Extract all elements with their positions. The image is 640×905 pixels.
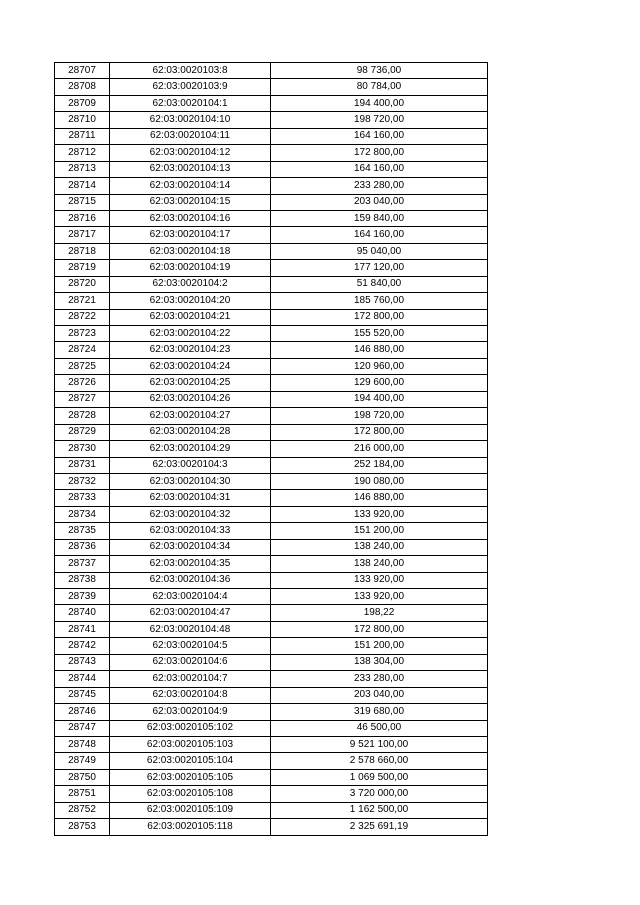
row-number-cell: 28727 — [55, 391, 110, 407]
row-number-cell: 28722 — [55, 309, 110, 325]
cadastral-value-cell: 319 680,00 — [271, 704, 488, 720]
cadastral-number-cell: 62:03:0020105:104 — [110, 753, 271, 769]
cadastral-number-cell: 62:03:0020104:8 — [110, 687, 271, 703]
row-number-cell: 28710 — [55, 112, 110, 128]
cadastral-number-cell: 62:03:0020104:12 — [110, 145, 271, 161]
row-number-cell: 28747 — [55, 720, 110, 736]
row-number-cell: 28733 — [55, 490, 110, 506]
cadastral-number-cell: 62:03:0020104:21 — [110, 309, 271, 325]
row-number-cell: 28735 — [55, 523, 110, 539]
cadastral-value-cell: 233 280,00 — [271, 671, 488, 687]
table-row — [55, 769, 488, 785]
cadastral-value-cell: 98 736,00 — [271, 63, 488, 79]
row-number-cell: 28740 — [55, 605, 110, 621]
row-number-cell: 28741 — [55, 621, 110, 637]
table-row — [55, 309, 488, 325]
table-row — [55, 523, 488, 539]
table-row — [55, 178, 488, 194]
cadastral-number-cell: 62:03:0020104:4 — [110, 589, 271, 605]
cadastral-number-cell: 62:03:0020104:7 — [110, 671, 271, 687]
cadastral-number-cell: 62:03:0020103:8 — [110, 63, 271, 79]
table-row — [55, 375, 488, 391]
cadastral-number-cell: 62:03:0020105:109 — [110, 802, 271, 818]
cadastral-value-cell: 203 040,00 — [271, 687, 488, 703]
row-number-cell: 28715 — [55, 194, 110, 210]
cadastral-number-cell: 62:03:0020104:11 — [110, 128, 271, 144]
cadastral-value-cell: 164 160,00 — [271, 227, 488, 243]
table-row — [55, 687, 488, 703]
cadastral-value-cell: 2 325 691,19 — [271, 819, 488, 835]
cadastral-value-cell: 172 800,00 — [271, 145, 488, 161]
cadastral-number-cell: 62:03:0020104:19 — [110, 260, 271, 276]
table-row — [55, 605, 488, 621]
table-row — [55, 473, 488, 489]
cadastral-number-cell: 62:03:0020104:22 — [110, 326, 271, 342]
row-number-cell: 28712 — [55, 145, 110, 161]
table-row — [55, 720, 488, 736]
cadastral-number-cell: 62:03:0020105:103 — [110, 736, 271, 752]
cadastral-value-cell: 203 040,00 — [271, 194, 488, 210]
cadastral-value-cell: 133 920,00 — [271, 506, 488, 522]
cadastral-value-cell: 172 800,00 — [271, 424, 488, 440]
table-row — [55, 572, 488, 588]
row-number-cell: 28721 — [55, 293, 110, 309]
cadastral-value-cell: 194 400,00 — [271, 391, 488, 407]
row-number-cell: 28737 — [55, 556, 110, 572]
cadastral-number-cell: 62:03:0020104:47 — [110, 605, 271, 621]
cadastral-value-cell: 95 040,00 — [271, 243, 488, 259]
table-row — [55, 276, 488, 292]
row-number-cell: 28736 — [55, 539, 110, 555]
cadastral-number-cell: 62:03:0020105:108 — [110, 786, 271, 802]
row-number-cell: 28738 — [55, 572, 110, 588]
cadastral-number-cell: 62:03:0020104:13 — [110, 161, 271, 177]
cadastral-value-cell: 151 200,00 — [271, 638, 488, 654]
table-row — [55, 63, 488, 79]
cadastral-value-cell: 252 184,00 — [271, 457, 488, 473]
table-row — [55, 227, 488, 243]
row-number-cell: 28723 — [55, 326, 110, 342]
cadastral-value-cell: 3 720 000,00 — [271, 786, 488, 802]
cadastral-number-cell: 62:03:0020104:48 — [110, 621, 271, 637]
cadastral-number-cell: 62:03:0020104:2 — [110, 276, 271, 292]
table-row — [55, 506, 488, 522]
row-number-cell: 28729 — [55, 424, 110, 440]
table-row — [55, 358, 488, 374]
row-number-cell: 28728 — [55, 408, 110, 424]
row-number-cell: 28709 — [55, 95, 110, 111]
cadastral-number-cell: 62:03:0020103:9 — [110, 79, 271, 95]
row-number-cell: 28744 — [55, 671, 110, 687]
table-row — [55, 671, 488, 687]
cadastral-value-cell: 164 160,00 — [271, 161, 488, 177]
cadastral-value-cell: 138 240,00 — [271, 539, 488, 555]
cadastral-value-cell: 146 880,00 — [271, 490, 488, 506]
table-row — [55, 194, 488, 210]
cadastral-value-cell: 190 080,00 — [271, 473, 488, 489]
cadastral-value-cell: 80 784,00 — [271, 79, 488, 95]
cadastral-value-cell: 172 800,00 — [271, 621, 488, 637]
table-row — [55, 293, 488, 309]
table-row — [55, 424, 488, 440]
row-number-cell: 28726 — [55, 375, 110, 391]
table-row — [55, 589, 488, 605]
cadastral-value-cell: 198 720,00 — [271, 408, 488, 424]
table-row — [55, 539, 488, 555]
cadastral-number-cell: 62:03:0020104:31 — [110, 490, 271, 506]
cadastral-number-cell: 62:03:0020104:34 — [110, 539, 271, 555]
cadastral-number-cell: 62:03:0020104:3 — [110, 457, 271, 473]
table-row — [55, 128, 488, 144]
cadastral-value-cell: 2 578 660,00 — [271, 753, 488, 769]
row-number-cell: 28748 — [55, 736, 110, 752]
cadastral-number-cell: 62:03:0020104:1 — [110, 95, 271, 111]
cadastral-number-cell: 62:03:0020104:10 — [110, 112, 271, 128]
cadastral-number-cell: 62:03:0020105:102 — [110, 720, 271, 736]
cadastral-value-cell: 216 000,00 — [271, 441, 488, 457]
cadastral-number-cell: 62:03:0020105:118 — [110, 819, 271, 835]
table-row — [55, 161, 488, 177]
row-number-cell: 28753 — [55, 819, 110, 835]
row-number-cell: 28725 — [55, 358, 110, 374]
cadastral-value-cell: 138 240,00 — [271, 556, 488, 572]
row-number-cell: 28707 — [55, 63, 110, 79]
row-number-cell: 28752 — [55, 802, 110, 818]
row-number-cell: 28742 — [55, 638, 110, 654]
table-row — [55, 112, 488, 128]
row-number-cell: 28751 — [55, 786, 110, 802]
table-row — [55, 260, 488, 276]
table-row — [55, 391, 488, 407]
cadastral-value-cell: 1 069 500,00 — [271, 769, 488, 785]
row-number-cell: 28743 — [55, 654, 110, 670]
cadastral-value-cell: 9 521 100,00 — [271, 736, 488, 752]
row-number-cell: 28732 — [55, 473, 110, 489]
cadastral-number-cell: 62:03:0020104:25 — [110, 375, 271, 391]
cadastral-value-cell: 155 520,00 — [271, 326, 488, 342]
cadastral-number-cell: 62:03:0020104:26 — [110, 391, 271, 407]
table-row — [55, 95, 488, 111]
table-row — [55, 753, 488, 769]
cadastral-number-cell: 62:03:0020104:30 — [110, 473, 271, 489]
table-row — [55, 819, 488, 835]
cadastral-value-cell: 198,22 — [271, 605, 488, 621]
cadastral-number-cell: 62:03:0020104:20 — [110, 293, 271, 309]
cadastral-number-cell: 62:03:0020104:33 — [110, 523, 271, 539]
table-row — [55, 786, 488, 802]
cadastral-value-cell: 146 880,00 — [271, 342, 488, 358]
cadastral-value-cell: 198 720,00 — [271, 112, 488, 128]
cadastral-value-cell: 172 800,00 — [271, 309, 488, 325]
cadastral-value-cell: 133 920,00 — [271, 589, 488, 605]
table-row — [55, 441, 488, 457]
row-number-cell: 28713 — [55, 161, 110, 177]
row-number-cell: 28746 — [55, 704, 110, 720]
table-row — [55, 638, 488, 654]
cadastral-value-cell: 194 400,00 — [271, 95, 488, 111]
table-row — [55, 802, 488, 818]
cadastral-value-cell: 177 120,00 — [271, 260, 488, 276]
table-body — [55, 63, 488, 836]
cadastral-number-cell: 62:03:0020104:35 — [110, 556, 271, 572]
cadastral-value-cell: 129 600,00 — [271, 375, 488, 391]
cadastral-value-cell: 159 840,00 — [271, 210, 488, 226]
row-number-cell: 28750 — [55, 769, 110, 785]
table-row — [55, 457, 488, 473]
cadastral-number-cell: 62:03:0020104:18 — [110, 243, 271, 259]
cadastral-value-cell: 164 160,00 — [271, 128, 488, 144]
table-row — [55, 79, 488, 95]
table-row — [55, 556, 488, 572]
row-number-cell: 28718 — [55, 243, 110, 259]
cadastral-number-cell: 62:03:0020104:28 — [110, 424, 271, 440]
row-number-cell: 28719 — [55, 260, 110, 276]
row-number-cell: 28739 — [55, 589, 110, 605]
table-row — [55, 490, 488, 506]
table-row — [55, 326, 488, 342]
row-number-cell: 28714 — [55, 178, 110, 194]
cadastral-number-cell: 62:03:0020104:23 — [110, 342, 271, 358]
table-row — [55, 621, 488, 637]
table-row — [55, 342, 488, 358]
cadastral-value-cell: 151 200,00 — [271, 523, 488, 539]
row-number-cell: 28749 — [55, 753, 110, 769]
row-number-cell: 28745 — [55, 687, 110, 703]
cadastral-number-cell: 62:03:0020104:29 — [110, 441, 271, 457]
cadastral-value-cell: 1 162 500,00 — [271, 802, 488, 818]
table-row — [55, 654, 488, 670]
cadastral-value-cell: 120 960,00 — [271, 358, 488, 374]
cadastral-number-cell: 62:03:0020104:36 — [110, 572, 271, 588]
cadastral-number-cell: 62:03:0020104:32 — [110, 506, 271, 522]
table-row — [55, 408, 488, 424]
cadastral-number-cell: 62:03:0020104:9 — [110, 704, 271, 720]
cadastral-number-cell: 62:03:0020104:15 — [110, 194, 271, 210]
row-number-cell: 28720 — [55, 276, 110, 292]
row-number-cell: 28731 — [55, 457, 110, 473]
table-row — [55, 736, 488, 752]
row-number-cell: 28717 — [55, 227, 110, 243]
cadastral-number-cell: 62:03:0020105:105 — [110, 769, 271, 785]
cadastral-number-cell: 62:03:0020104:16 — [110, 210, 271, 226]
row-number-cell: 28711 — [55, 128, 110, 144]
cadastral-number-cell: 62:03:0020104:24 — [110, 358, 271, 374]
cadastral-number-cell: 62:03:0020104:6 — [110, 654, 271, 670]
cadastral-number-cell: 62:03:0020104:14 — [110, 178, 271, 194]
cadastral-value-cell: 51 840,00 — [271, 276, 488, 292]
cadastral-number-cell: 62:03:0020104:27 — [110, 408, 271, 424]
cadastral-number-cell: 62:03:0020104:5 — [110, 638, 271, 654]
table-row — [55, 145, 488, 161]
cadastral-value-table — [54, 62, 488, 836]
row-number-cell: 28708 — [55, 79, 110, 95]
cadastral-value-cell: 185 760,00 — [271, 293, 488, 309]
row-number-cell: 28716 — [55, 210, 110, 226]
row-number-cell: 28730 — [55, 441, 110, 457]
cadastral-value-cell: 133 920,00 — [271, 572, 488, 588]
cadastral-number-cell: 62:03:0020104:17 — [110, 227, 271, 243]
cadastral-value-cell: 233 280,00 — [271, 178, 488, 194]
table-row — [55, 210, 488, 226]
row-number-cell: 28734 — [55, 506, 110, 522]
row-number-cell: 28724 — [55, 342, 110, 358]
cadastral-value-cell: 138 304,00 — [271, 654, 488, 670]
table-row — [55, 704, 488, 720]
table-row — [55, 243, 488, 259]
cadastral-value-cell: 46 500,00 — [271, 720, 488, 736]
